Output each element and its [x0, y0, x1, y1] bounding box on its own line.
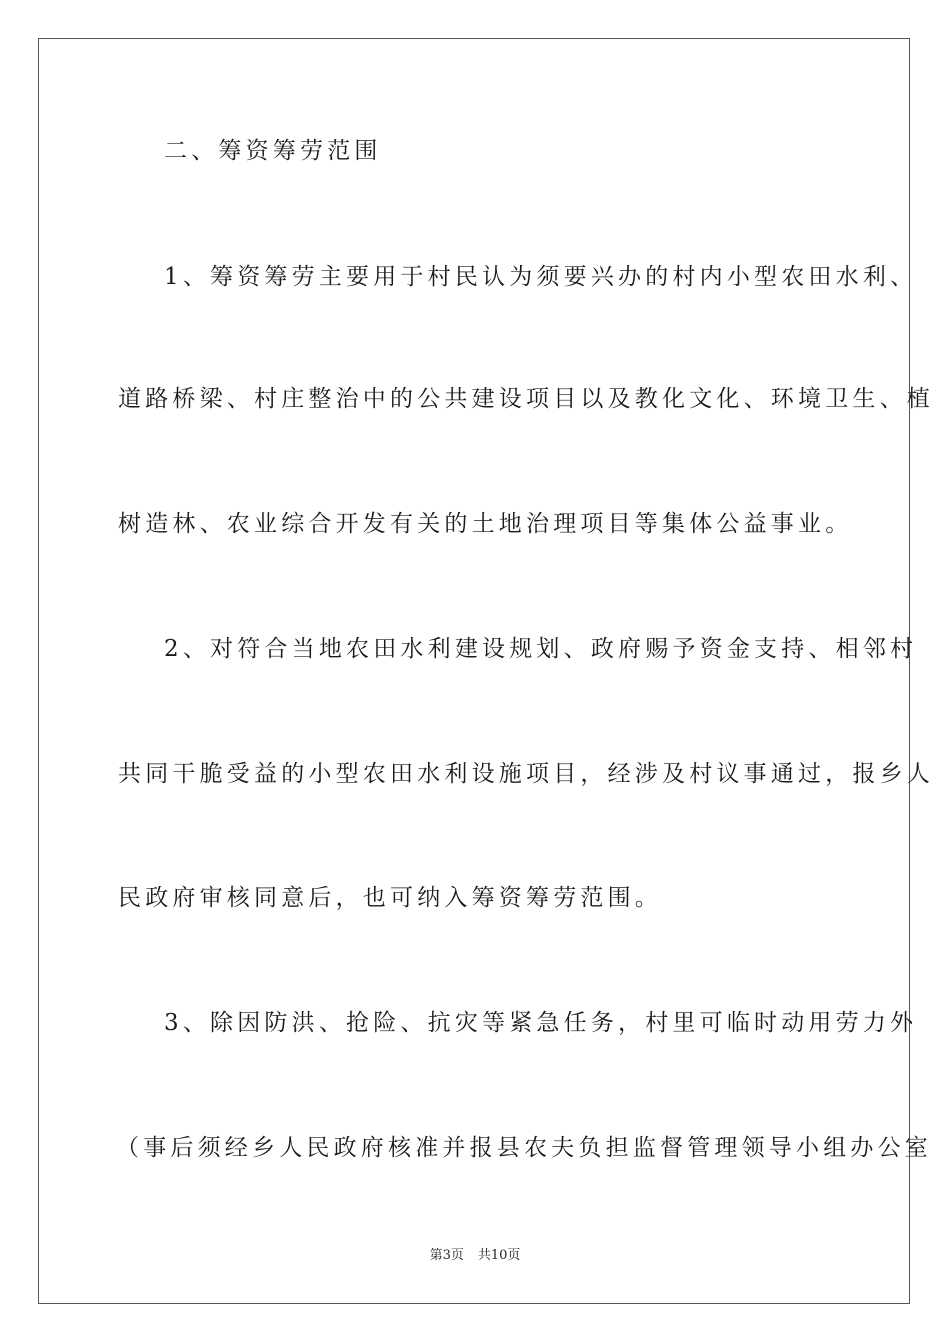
paragraph-line: 3、除因防洪、抢险、抗灾等紧急任务，村里可临时动用劳力外 [164, 1010, 918, 1036]
paragraph-line: （事后须经乡人民政府核准并报县农夫负担监督管理领导小组办公室 [116, 1135, 932, 1161]
page-border [38, 38, 934, 1304]
paragraph-line: 树造林、农业综合开发有关的土地治理项目等集体公益事业。 [118, 511, 853, 537]
page-footer [0, 1247, 950, 1265]
total-pages: 共10页 [477, 1248, 521, 1263]
section-heading: 二、筹资筹劳范围 [164, 138, 382, 164]
paragraph-line: 共同干脆受益的小型农田水利设施项目，经涉及村议事通过，报乡人 [118, 761, 934, 787]
paragraph-line: 民政府审核同意后，也可纳入筹资筹劳范围。 [118, 885, 662, 911]
paragraph-line: 1、筹资筹劳主要用于村民认为须要兴办的村内小型农田水利、 [164, 264, 918, 290]
page-number: 第3页 [429, 1248, 464, 1263]
paragraph-line: 道路桥梁、村庄整治中的公共建设项目以及教化文化、环境卫生、植 [118, 386, 934, 412]
paragraph-line: 2、对符合当地农田水利建设规划、政府赐予资金支持、相邻村 [164, 636, 918, 662]
